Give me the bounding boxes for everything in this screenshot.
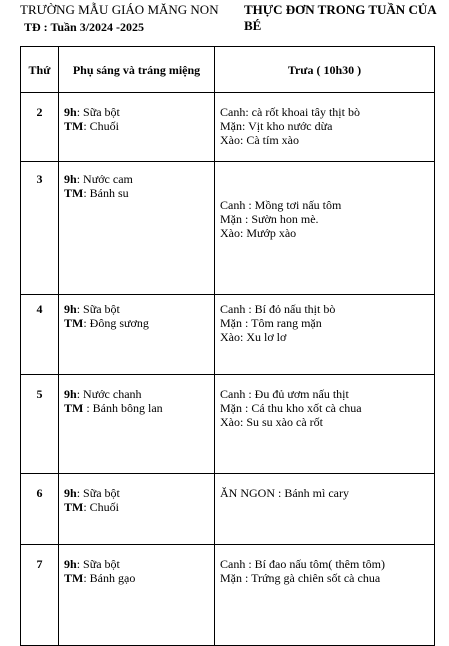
lunch-line: Canh : Đu đủ ươm nấu thịt (220, 387, 349, 401)
column-header-day: Thứ (21, 47, 59, 93)
morning-item: : Sữa bột (76, 302, 120, 316)
lunch-line: Xào: Mướp xào (220, 226, 297, 240)
dessert-item: : Bánh bông lan (83, 401, 163, 415)
dessert-item: : Bánh su (83, 186, 129, 200)
table-row (21, 295, 435, 375)
document-header (0, 2, 449, 36)
lunch-line: Mặn : Sườn hon mè. (220, 212, 319, 226)
lunch-line: Canh : Mồng tơi nấu tôm (220, 198, 342, 212)
morning-cell (59, 93, 215, 162)
morning-prefix: 9h (64, 557, 77, 571)
morning-cell (59, 295, 215, 375)
morning-prefix: 9h (64, 302, 77, 316)
lunch-line: Mặn : Cá thu kho xốt cà chua (220, 401, 362, 415)
table-row (21, 375, 435, 474)
lunch-cell (215, 375, 435, 474)
morning-prefix: 9h (64, 105, 77, 119)
lunch-line: Xào: Su su xào cà rốt (220, 415, 323, 429)
dessert-line (64, 401, 214, 415)
table-row (21, 545, 435, 646)
dessert-prefix: TM (64, 500, 84, 514)
morning-cell (59, 375, 215, 474)
morning-item: : Sữa bột (76, 557, 120, 571)
morning-prefix: 9h (64, 387, 77, 401)
table-header-row (21, 47, 435, 93)
dessert-line (64, 186, 214, 200)
morning-line (64, 302, 214, 316)
dessert-item: : Chuối (83, 119, 120, 133)
lunch-cell (215, 545, 435, 646)
day-cell: 7 (21, 545, 59, 646)
dessert-line (64, 571, 214, 585)
day-cell: 6 (21, 474, 59, 545)
school-name: TRƯỜNG MẪU GIÁO MĂNG NON (20, 2, 219, 17)
menu-title: THỰC ĐƠN TRONG TUẦN CỦA BÉ (244, 2, 436, 33)
lunch-line: Canh : Bí đao nấu tôm( thêm tôm) (220, 557, 385, 571)
morning-line (64, 387, 214, 401)
dessert-item: : Bánh gạo (83, 571, 136, 585)
day-cell: 3 (21, 162, 59, 295)
morning-cell (59, 474, 215, 545)
lunch-cell (215, 295, 435, 375)
morning-cell (59, 545, 215, 646)
dessert-prefix: TM (64, 119, 84, 133)
morning-item: : Sữa bột (76, 486, 120, 500)
table-row (21, 474, 435, 545)
morning-prefix: 9h (64, 486, 77, 500)
weekly-menu-table (20, 46, 435, 646)
dessert-line (64, 316, 214, 330)
morning-item: : Nước cam (76, 172, 133, 186)
lunch-line: Canh : Bí đỏ nấu thịt bò (220, 302, 336, 316)
morning-item: : Nước chanh (76, 387, 142, 401)
lunch-cell (215, 474, 435, 545)
morning-line (64, 172, 214, 186)
dessert-line (64, 119, 214, 133)
dessert-prefix: TM (64, 186, 84, 200)
dessert-item: : Chuối (83, 500, 120, 514)
lunch-line: Mặn : Tôm rang mặn (220, 316, 322, 330)
table-row (21, 93, 435, 162)
day-cell: 5 (21, 375, 59, 474)
lunch-line: Mặn: Vịt kho nước dừa (220, 119, 333, 133)
dessert-prefix: TM (64, 401, 84, 415)
lunch-line: Mặn : Trứng gà chiên sốt cà chua (220, 571, 381, 585)
day-cell: 2 (21, 93, 59, 162)
morning-line (64, 557, 214, 571)
morning-line (64, 486, 214, 500)
lunch-line: ĂN NGON : Bánh mì cary (220, 486, 349, 500)
dessert-prefix: TM (64, 571, 84, 585)
lunch-line: Xào: Cà tím xào (220, 133, 299, 147)
lunch-line: Xào: Xu lơ lơ (220, 330, 287, 344)
dessert-line (64, 500, 214, 514)
table-row (21, 162, 435, 295)
day-cell: 4 (21, 295, 59, 375)
column-header-lunch: Trưa ( 10h30 ) (215, 47, 435, 93)
morning-item: : Sữa bột (76, 105, 120, 119)
dessert-prefix: TM (64, 316, 84, 330)
lunch-cell (215, 93, 435, 162)
morning-prefix: 9h (64, 172, 77, 186)
lunch-cell (215, 162, 435, 295)
dessert-item: : Đông sương (83, 316, 149, 330)
column-header-morning: Phụ sáng và tráng miệng (59, 47, 215, 93)
morning-line (64, 105, 214, 119)
morning-cell (59, 162, 215, 295)
week-label: TĐ : Tuần 3/2024 -2025 (24, 20, 145, 34)
lunch-line: Canh: cà rốt khoai tây thịt bò (220, 105, 360, 119)
